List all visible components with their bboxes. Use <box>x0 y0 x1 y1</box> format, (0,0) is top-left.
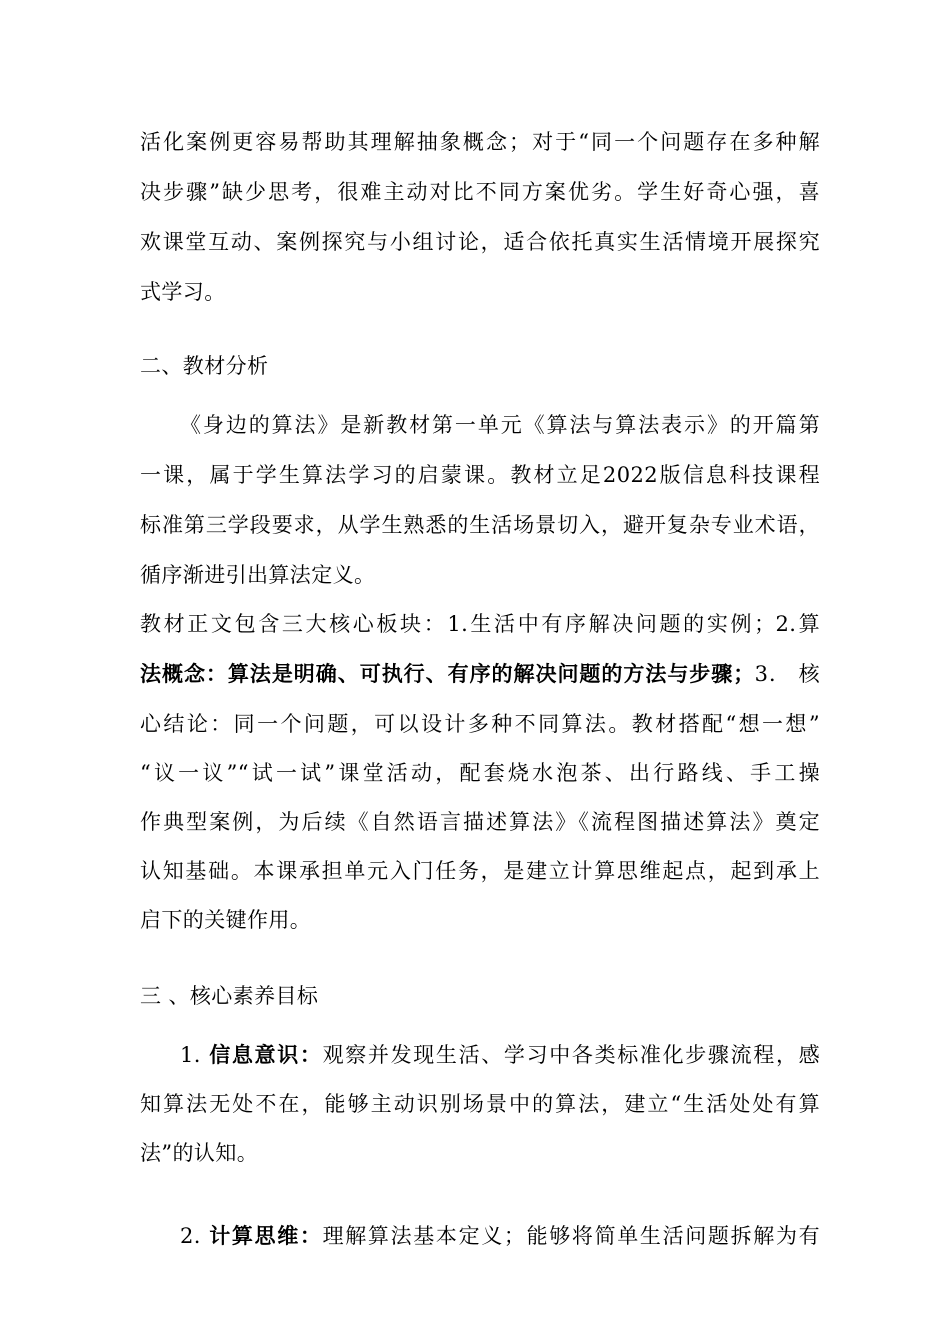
goal-1-line-1 <box>180 1041 820 1069</box>
goal-2-label: 计算思维： <box>209 1223 323 1248</box>
para1-line-3: 欢课堂互动、案例探究与小组讨论，适合依托真实生活情境开展探究 <box>140 230 820 254</box>
goal-2-text: 理解算法基本定义；能够将简单生活问题拆解为有 <box>322 1224 821 1248</box>
goal-1-line-2: 知算法无处不在，能够主动识别场景中的算法，建立“生活处处有算 <box>140 1092 820 1116</box>
section2-p1-line-4: 循序渐进引出算法定义。 <box>140 563 376 587</box>
section2-p2-line-7: 启下的关键作用。 <box>140 908 312 932</box>
section3-heading: 三 、核心素养目标 <box>140 984 319 1008</box>
goal-2-number: 2. <box>180 1224 201 1248</box>
para1-line-2: 决步骤”缺少思考，很难主动对比不同方案优劣。学生好奇心强，喜 <box>140 180 820 204</box>
section2-p2-line-2-rest: 3． 核 <box>754 662 820 686</box>
algorithm-concept-bold: 法概念：算法是明确、可执行、有序的解决问题的方法与步骤； <box>140 661 755 686</box>
section2-p1-line-2: 一课，属于学生算法学习的启蒙课。教材立足2022版信息科技课程 <box>140 463 820 487</box>
goal-2-line-1 <box>180 1222 820 1250</box>
goal-1-text: 观察并发现生活、学习中各类标准化步骤流程，感 <box>322 1043 821 1067</box>
section2-p2-line-1: 教材正文包含三大核心板块：1.生活中有序解决问题的实例；2.算 <box>140 612 820 636</box>
section2-p2-line-2 <box>140 660 820 688</box>
section2-p2-line-3: 心结论：同一个问题，可以设计多种不同算法。教材搭配“想一想” <box>140 712 820 736</box>
para1-line-4: 式学习。 <box>140 280 226 304</box>
section2-heading: 二、教材分析 <box>140 354 269 378</box>
section2-p2-line-4: “议一议”“试一试”课堂活动，配套烧水泡茶、出行路线、手工操 <box>140 761 820 785</box>
section2-p2-line-6: 认知基础。本课承担单元入门任务，是建立计算思维起点，起到承上 <box>140 859 820 883</box>
goal-1-label: 信息意识： <box>209 1042 323 1067</box>
section2-p1-line-1: 《身边的算法》是新教材第一单元《算法与算法表示》的开篇第 <box>180 413 820 437</box>
section2-p2-line-5: 作典型案例，为后续《自然语言描述算法》《流程图描述算法》奠定 <box>140 810 820 834</box>
goal-1-line-3: 法”的认知。 <box>140 1141 259 1165</box>
section2-p1-line-3: 标准第三学段要求，从学生熟悉的生活场景切入，避开复杂专业术语， <box>140 513 820 537</box>
goal-1-number: 1. <box>180 1043 201 1067</box>
para1-line-1: 活化案例更容易帮助其理解抽象概念；对于“同一个问题存在多种解 <box>140 130 820 154</box>
